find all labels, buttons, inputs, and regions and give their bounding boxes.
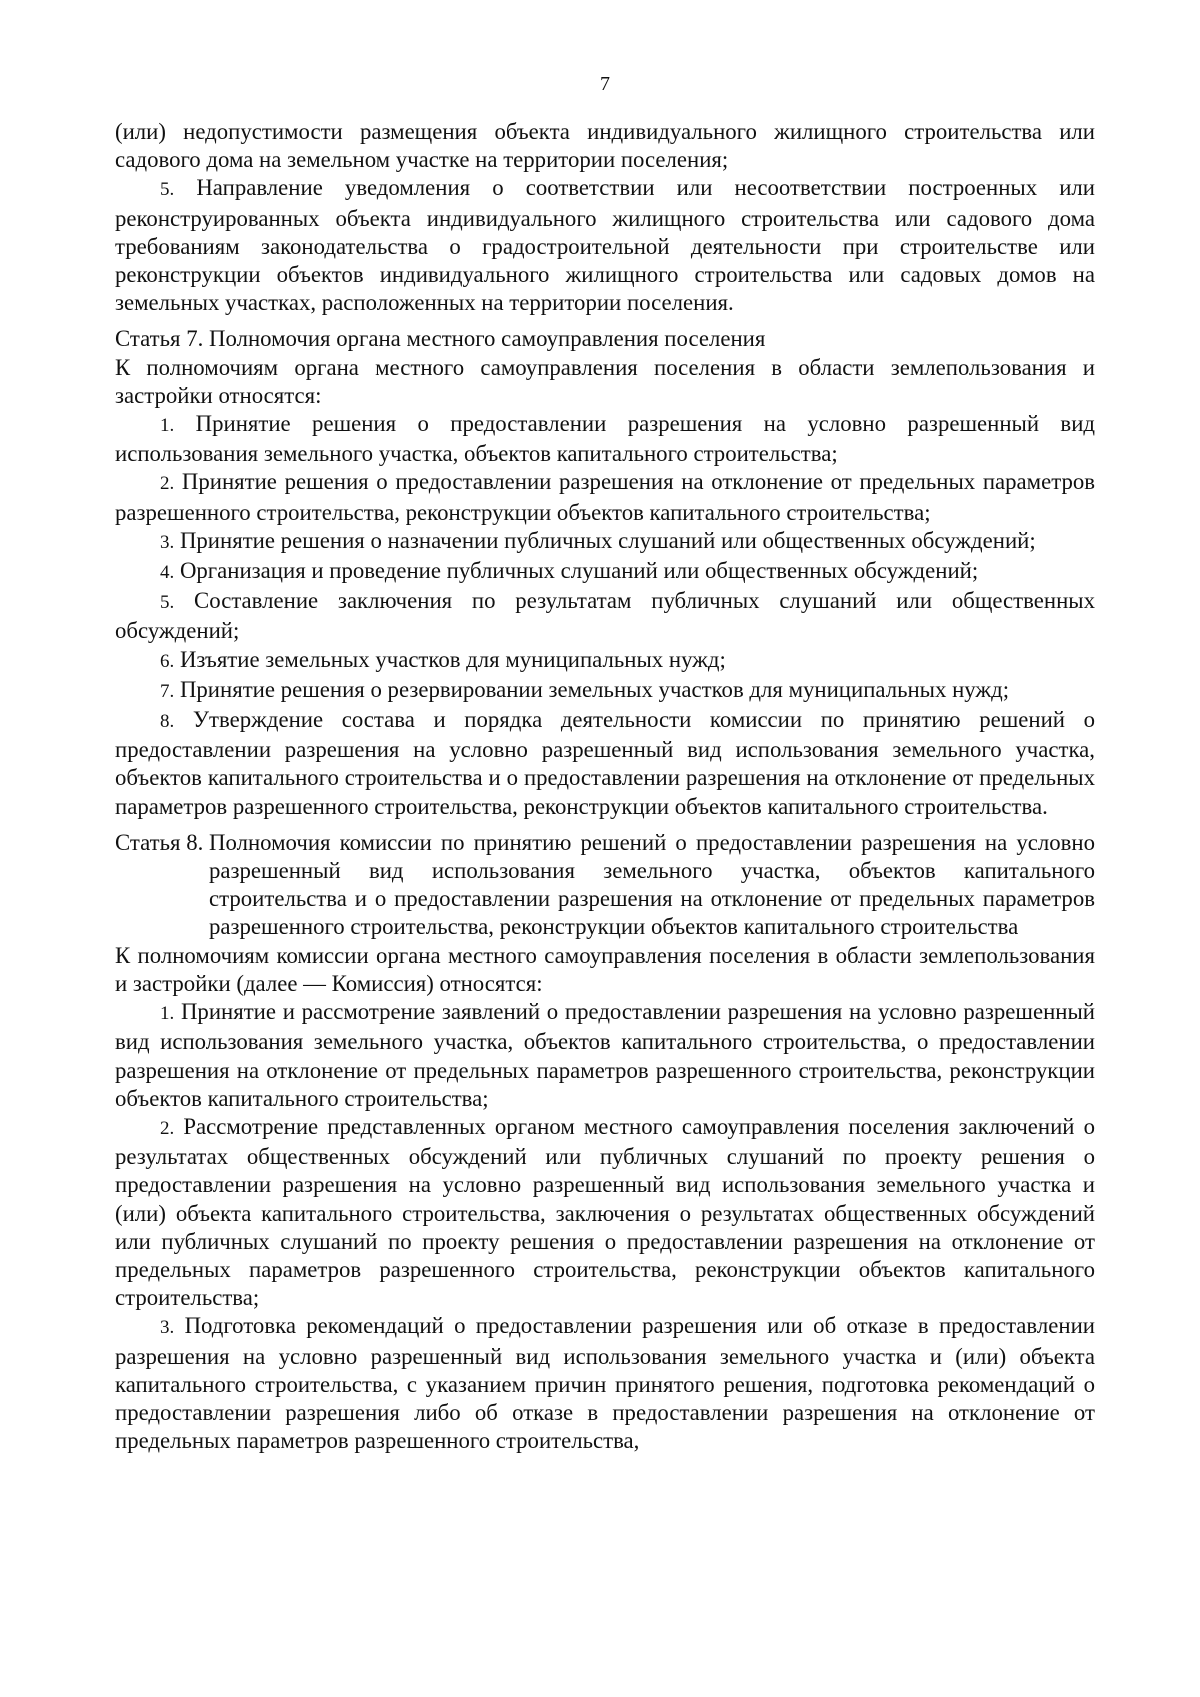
list-item: [115, 998, 1095, 1113]
item-number: 8.: [160, 711, 175, 733]
list-item: [115, 646, 1095, 676]
list-item: [115, 557, 1095, 587]
item-number: 3.: [160, 531, 175, 553]
item-text: Направление уведомления о соответствии или несоответствии построенных или реконструированных объекта индивидуального жилищного строительства или садового дома требованиям законодательства о градостроительной деятельности при строительстве или реконструкции объектов индивидуального жилищного строительства или садовых домов на земельных участках, расположенных на территории поселения.: [115, 175, 1095, 316]
list-item: [115, 587, 1095, 645]
list-item: [115, 1113, 1095, 1312]
item-text: Принятие решения о предоставлении разрешения на условно разрешенный вид использования земельного участка, объектов капитального строительства;: [115, 411, 1095, 467]
item-text: Составление заключения по результатам публичных слушаний или общественных обсуждений;: [115, 588, 1095, 644]
list-item: [115, 468, 1095, 526]
item-text: Принятие решения о назначении публичных слушаний или общественных обсуждений;: [174, 527, 1036, 553]
article-7-lead: К полномочиям органа местного самоуправления поселения в области землепользования и застройки относятся:: [115, 354, 1095, 408]
item-number: 4.: [160, 562, 175, 584]
page-content: [115, 118, 1095, 1455]
item-number: 2.: [160, 1117, 175, 1139]
item-number: 1.: [160, 1003, 175, 1025]
page-number: 7: [600, 73, 610, 95]
item-text: Принятие решения о резервировании земельных участков для муниципальных нужд;: [174, 676, 1010, 702]
item-number: 1.: [160, 415, 175, 437]
continuation-paragraph: (или) недопустимости размещения объекта индивидуального жилищного строительства или садового дома на земельном участке на территории поселения;: [115, 119, 1095, 173]
list-item: [115, 1312, 1095, 1455]
item-text: Утверждение состава и порядка деятельности комиссии по принятию решений о предоставлении разрешения на условно разрешенный вид использования земельного участка, объектов капитального строительства и о предоставлении разрешения на отклонение от предельных параметров разрешенного строительства, реконструкции объектов капитального строительства.: [115, 707, 1095, 819]
item-number: 7.: [160, 680, 175, 702]
item-number: 2.: [160, 473, 175, 495]
item-text: Изъятие земельных участков для муниципальных нужд;: [174, 646, 726, 672]
item-text: Принятие решения о предоставлении разрешения на отклонение от предельных параметров разрешенного строительства, реконструкции объектов капитального строительства;: [115, 469, 1095, 525]
item-text: Принятие и рассмотрение заявлений о предоставлении разрешения на условно разрешенный вид использования земельного участка, объектов капитального строительства, о предоставлении разрешения на отклонение от предельных параметров разрешенного строительства, реконструкции объектов капитального строительства;: [115, 999, 1095, 1111]
article-7-heading: Статья 7. Полномочия органа местного самоуправления поселения: [115, 326, 766, 352]
list-item: [115, 676, 1095, 706]
article-8-label: Статья 8.: [115, 829, 210, 855]
item-text: Подготовка рекомендаций о предоставлении разрешения или об отказе в предоставлении разрешения на условно разрешенный вид использования земельного участка и (или) объекта капитального строительства, с указанием причин принятого решения, подготовка рекомендаций о предоставлении разрешения либо об отказе в предоставлении разрешения на отклонение от предельных параметров разрешенного строительства,: [115, 1313, 1095, 1454]
article-8-heading: [115, 829, 1095, 942]
article-8-lead: К полномочиям комиссии органа местного самоуправления поселения в области землепользования и застройки (далее — Комиссия) относятся:: [115, 942, 1095, 996]
article-8-title: Полномочия комиссии по принятию решений о предоставлении разрешения на условно разрешенный вид использования земельного участка, объектов капитального строительства и о предоставлении разрешения на отклонение от предельных параметров разрешенного строительства, реконструкции объектов капитального строительства: [209, 829, 1095, 940]
item-text: Рассмотрение представленных органом местного самоуправления поселения заключений о результатах общественных обсуждений или публичных слушаний по проекту решения о предоставлении разрешения на условно разрешенный вид использования земельного участка и (или) объекта капитального строительства, заключения о результатах общественных обсуждений или публичных слушаний по проекту решения о предоставлении разрешения на отклонение от предельных параметров разрешенного строительства, реконструкции объектов капитального строительства;: [115, 1113, 1095, 1311]
list-item: [115, 174, 1095, 317]
item-text: Организация и проведение публичных слушаний или общественных обсуждений;: [174, 558, 979, 584]
item-number: 5.: [160, 179, 175, 201]
item-number: 3.: [160, 1317, 175, 1339]
list-item: [115, 706, 1095, 821]
list-item: [115, 410, 1095, 468]
item-number: 5.: [160, 592, 175, 614]
item-number: 6.: [160, 650, 175, 672]
list-item: [115, 527, 1095, 557]
